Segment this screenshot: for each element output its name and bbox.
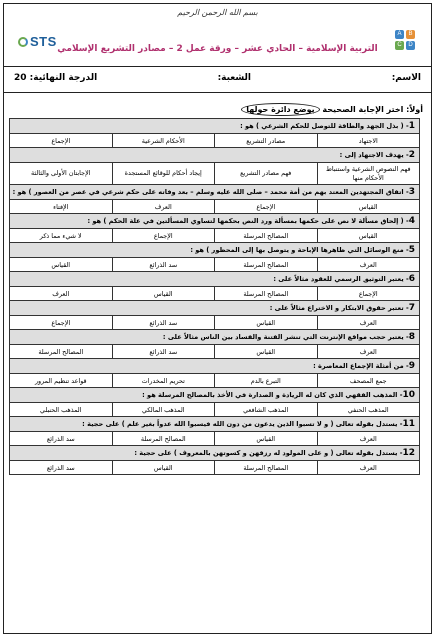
- question-text-cell: [10, 185, 420, 200]
- question-text: - يهدف الاجتهاد إلى :: [339, 151, 409, 159]
- question-row: [10, 214, 420, 229]
- question-row: [10, 330, 420, 345]
- section-label: الشعبة:: [217, 73, 251, 83]
- question-text: - ( إلحاق مسألة لا نص على حكمها بمسألة ورد النص بحكمها لتساوي المسألتين في علة الحكم ) هو :: [87, 217, 409, 225]
- logo-block-d: D: [406, 41, 415, 50]
- sts-ring-icon: [18, 37, 28, 47]
- question-text: - اتفاق المجتهدين المعتد بهم من أمة محمد – صلى الله عليه وسلم – بعد وفاته على حكم شرعي في عصر من العصور ) هو :: [12, 188, 409, 196]
- question-text-cell: [10, 148, 420, 163]
- sts-logo: [18, 34, 57, 49]
- answer-option[interactable]: العرف: [317, 345, 420, 359]
- question-text-cell: [10, 119, 420, 134]
- question-number: 1: [408, 121, 415, 131]
- info-divider: [4, 92, 431, 93]
- options-row: [10, 134, 420, 148]
- question-text: - ( بذل الجهد والطاقة للتوصل للحكم الشرعي ) هو :: [240, 122, 409, 130]
- question-row: [10, 272, 420, 287]
- answer-option[interactable]: تحريم المخدرات: [112, 374, 215, 388]
- question-text: - يعتبر حجب مواقع الإنترنت التي تنشر الفتنة والفساد بين الناس مثالاً على :: [162, 333, 409, 341]
- question-row: [10, 119, 420, 134]
- answer-option[interactable]: القياس: [215, 345, 318, 359]
- answer-option[interactable]: الأحكام الشرعية: [112, 134, 215, 148]
- answer-option[interactable]: القياس: [10, 258, 113, 272]
- answer-option[interactable]: الاجتهاد: [317, 134, 420, 148]
- question-text-cell: [10, 446, 420, 461]
- answer-option[interactable]: المصالح المرسلة: [112, 432, 215, 446]
- answer-option[interactable]: القياس: [317, 229, 420, 243]
- question-text: - يعتبر التوثيق الرسمي للعقود مثالاً على :: [273, 275, 409, 283]
- abcd-blocks-logo: [395, 30, 417, 52]
- question-row: [10, 243, 420, 258]
- options-row: [10, 258, 420, 272]
- answer-option[interactable]: سد الذرائع: [112, 345, 215, 359]
- options-row: [10, 229, 420, 243]
- question-row: [10, 359, 420, 374]
- options-row: [10, 403, 420, 417]
- question-text-cell: [10, 330, 420, 345]
- answer-option[interactable]: الإجماع: [10, 134, 113, 148]
- question-text: - من أمثلة الإجماع المعاصرة :: [313, 362, 409, 370]
- answer-option[interactable]: الإجماع: [215, 200, 318, 214]
- answer-option[interactable]: المذهب الحنبلي: [10, 403, 113, 417]
- answer-option[interactable]: المصالح المرسلة: [215, 287, 318, 301]
- answer-option[interactable]: الإفتاء: [10, 200, 113, 214]
- question-number: 10: [402, 390, 415, 400]
- question-text-cell: [10, 243, 420, 258]
- answer-option[interactable]: العرف: [10, 287, 113, 301]
- answer-option[interactable]: قواعد تنظيم المرور: [10, 374, 113, 388]
- question-text-cell: [10, 301, 420, 316]
- options-row: [10, 374, 420, 388]
- question-text-cell: [10, 388, 420, 403]
- question-number: 4: [408, 216, 415, 226]
- answer-option[interactable]: فهم النصوص الشرعية واستنباط الأحكام منها: [317, 163, 420, 185]
- options-row: [10, 200, 420, 214]
- student-info-row: [4, 67, 431, 92]
- name-label: الاسم:: [391, 73, 421, 83]
- answer-option[interactable]: المصالح المرسلة: [10, 345, 113, 359]
- answer-option[interactable]: مصادر التشريع: [215, 134, 318, 148]
- bismillah-heading: بسم الله الرحمن الرحيم: [177, 8, 258, 17]
- answer-option[interactable]: جمع المصحف: [317, 374, 420, 388]
- answer-option[interactable]: العرف: [112, 200, 215, 214]
- question-row: [10, 148, 420, 163]
- question-text-cell: [10, 214, 420, 229]
- question-number: 5: [408, 245, 415, 255]
- answer-option[interactable]: الإجماع: [112, 229, 215, 243]
- options-row: [10, 163, 420, 185]
- answer-option[interactable]: المذهب الحنفي: [317, 403, 420, 417]
- answer-option[interactable]: سد الذرائع: [10, 461, 113, 475]
- answer-option[interactable]: القياس: [215, 432, 318, 446]
- question-text: - تعتبر حقوق الابتكار و الاختراع مثالاً على :: [269, 304, 409, 312]
- worksheet-title: التربية الإسلامية – الحادي عشر – ورقة عمل 2 – مصادر التشريع الإسلامي: [57, 44, 378, 54]
- answer-option[interactable]: العرف: [317, 461, 420, 475]
- answer-option[interactable]: فهم مصادر التشريع: [215, 163, 318, 185]
- answer-option[interactable]: سد الذرائع: [112, 316, 215, 330]
- question-row: [10, 301, 420, 316]
- answer-option[interactable]: العرف: [317, 258, 420, 272]
- question-number: 12: [402, 448, 415, 458]
- options-row: [10, 432, 420, 446]
- final-grade-label: الدرجة النهائية: 20: [14, 73, 98, 83]
- answer-option[interactable]: القياس: [215, 316, 318, 330]
- instruction-emphasis: بوضع دائرة حولها: [241, 103, 319, 116]
- question-row: [10, 388, 420, 403]
- logo-block-c: C: [395, 41, 404, 50]
- answer-option[interactable]: سد الذرائع: [112, 258, 215, 272]
- answer-option[interactable]: الإجماع: [317, 287, 420, 301]
- question-number: 6: [408, 274, 415, 284]
- answer-option[interactable]: القياس: [112, 461, 215, 475]
- answer-option[interactable]: المذهب المالكي: [112, 403, 215, 417]
- answer-option[interactable]: الإجابتان الأولى والثالثة: [10, 163, 113, 185]
- question-number: 7: [408, 303, 415, 313]
- answer-option[interactable]: المصالح المرسلة: [215, 229, 318, 243]
- answer-option[interactable]: القياس: [317, 200, 420, 214]
- options-row: [10, 345, 420, 359]
- question-text: - يستدل بقوله تعالى ( و لا تسبوا الذين يدعون من دون الله فيسبوا الله عدواً بغير علم ) على حجية :: [82, 420, 403, 428]
- question-row: [10, 417, 420, 432]
- sts-logo-text: STS: [30, 34, 57, 49]
- question-row: [10, 446, 420, 461]
- question-number: 2: [408, 150, 415, 160]
- answer-option[interactable]: إيجاد أحكام للوقائع المستجدة: [112, 163, 215, 185]
- answer-option[interactable]: المذهب الشافعي: [215, 403, 318, 417]
- options-row: [10, 287, 420, 301]
- answer-option[interactable]: المصالح المرسلة: [215, 258, 318, 272]
- options-row: [10, 461, 420, 475]
- instruction-line: [241, 103, 423, 116]
- question-text-cell: [10, 359, 420, 374]
- questions-table: [9, 118, 420, 475]
- question-number: 3: [408, 187, 415, 197]
- question-text-cell: [10, 272, 420, 287]
- options-row: [10, 316, 420, 330]
- question-text: - المذهب الفقهي الذي كان له الريادة و الصدارة في الأخذ بالمصالح المرسلة هو :: [142, 391, 403, 399]
- answer-option[interactable]: التبرع بالدم: [215, 374, 318, 388]
- instruction-text: أولاً: اختر الإجابة الصحيحة: [322, 105, 423, 114]
- logo-block-b: B: [406, 30, 415, 39]
- answer-option[interactable]: لا شيء مما ذكر: [10, 229, 113, 243]
- answer-option[interactable]: المصالح المرسلة: [215, 461, 318, 475]
- question-number: 9: [408, 361, 415, 371]
- answer-option[interactable]: الإجماع: [10, 316, 113, 330]
- question-row: [10, 185, 420, 200]
- answer-option[interactable]: القياس: [112, 287, 215, 301]
- question-number: 11: [402, 419, 415, 429]
- answer-option[interactable]: العرف: [317, 432, 420, 446]
- answer-option[interactable]: العرف: [317, 316, 420, 330]
- answer-option[interactable]: سد الذرائع: [10, 432, 113, 446]
- question-text-cell: [10, 417, 420, 432]
- question-text: - يستدل بقوله تعالى ( و على المولود له رزقهن و كسوتهن بالمعروف ) على حجية :: [134, 449, 403, 457]
- logo-block-a: A: [395, 30, 404, 39]
- question-number: 8: [408, 332, 415, 342]
- question-text: - منع الوسائل التي ظاهرها الإباحة و يتوصل بها إلى المحظور ) هو :: [190, 246, 409, 254]
